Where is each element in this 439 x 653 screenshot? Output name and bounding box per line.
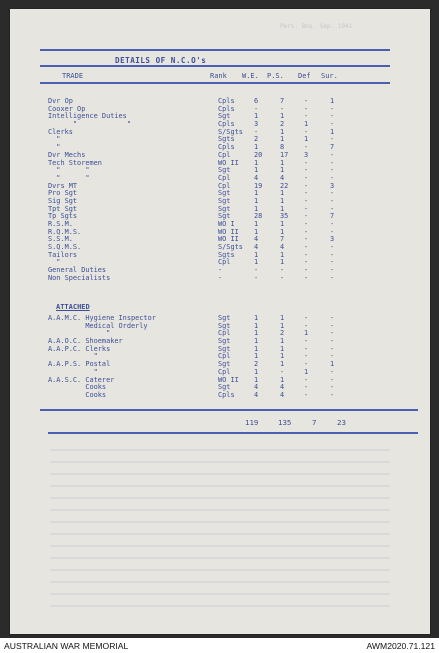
rank-cell: S/Sgts [218,243,243,252]
trade-cell: " [48,143,61,152]
sur-cell: - [330,314,335,322]
rank-cell: Cpl [218,258,231,267]
we-cell: 1 [254,143,259,152]
we-cell: 20 [254,150,263,159]
we-cell: 4 [254,390,259,399]
ps-cell: 17 [280,150,289,159]
trade-cell: Intelligence Duties [48,112,127,121]
def-cell: - [304,112,309,121]
sur-cell: 3 [330,181,335,190]
table-row [48,197,428,205]
we-cell: 19 [254,181,263,190]
trade-cell: Cooks [48,390,107,399]
sur-cell: - [330,273,335,282]
sur-cell: - [330,104,335,113]
attached-table-row [48,329,428,337]
trade-cell: " [48,258,61,267]
sur-cell: - [330,367,335,376]
def-cell: - [304,337,309,346]
trade-cell: Tpt Sgt [48,204,78,213]
sur-cell: - [330,196,335,205]
total-we: 119 [245,418,259,427]
total-sur: 23 [337,418,346,427]
def-cell: 3 [304,150,309,159]
table-row [48,105,428,113]
table-row [48,128,428,136]
table-row [48,174,428,182]
trade-cell: " " [48,173,90,182]
ps-cell: - [280,273,285,282]
attached-table-row [48,368,428,376]
table-row [48,205,428,213]
def-cell: - [304,166,309,175]
attached-table-row [48,383,428,391]
totals-bottom-rule [48,432,418,434]
rank-cell: Sgt [218,189,231,198]
def-cell: - [304,321,309,330]
rank-cell: Cpl [218,352,231,361]
we-cell: 28 [254,212,263,221]
trade-cell: Dvr Op [48,97,73,105]
footer-credit: AUSTRALIAN WAR MEMORIAL [4,641,129,651]
def-cell: - [304,390,309,399]
def-cell: - [304,273,309,282]
trade-cell: " [48,367,98,376]
def-cell: - [304,158,309,167]
def-cell: - [304,127,309,136]
total-ps: 135 [278,418,292,427]
def-cell: 1 [304,120,309,129]
def-cell: - [304,143,309,152]
trade-cell: " [48,329,111,338]
we-cell: 4 [254,383,259,392]
footer-accession-number: AWM2020.71.121 [366,641,435,651]
col-header-sur: Sur. [321,72,338,80]
we-cell: 4 [254,173,259,182]
we-cell: 1 [254,204,259,213]
total-def: 7 [312,418,317,427]
rank-cell: Sgt [218,314,231,322]
table-row [48,228,428,236]
we-cell: 1 [254,321,259,330]
we-cell: 1 [254,112,259,121]
trade-cell: " [48,135,61,144]
ps-cell: - [280,104,285,113]
rank-cell: Cpls [218,97,235,105]
trade-cell: Clerks [48,127,73,136]
ps-cell: 4 [280,390,285,399]
trade-cell: Tp Sgts [48,212,78,221]
rank-cell: WO I [218,220,235,228]
col-header-def: Def [298,72,311,80]
trade-cell: Tailors [48,250,78,259]
rank-cell: Cpl [218,173,231,182]
attached-table-row [48,345,428,353]
def-cell: - [304,173,309,182]
we-cell: - [254,266,259,275]
rank-cell: WO II [218,227,239,236]
attached-table-row [48,314,428,322]
attached-table-row [48,322,428,330]
sur-cell: - [330,266,335,275]
sur-cell: - [330,352,335,361]
we-cell: 1 [254,166,259,175]
table-row [48,212,428,220]
rank-cell: Sgt [218,360,231,369]
trade-cell: Sig Sgt [48,196,78,205]
we-cell: 4 [254,243,259,252]
rank-cell: Cpls [218,120,235,129]
sur-cell: 7 [330,143,335,152]
rank-cell: WO II [218,375,239,384]
ps-cell: 8 [280,143,285,152]
ps-cell: 1 [280,220,285,228]
ps-cell: 35 [280,212,289,221]
ps-cell: 1 [280,166,285,175]
sur-cell: - [330,243,335,252]
def-cell: - [304,344,309,353]
totals-top-rule [40,409,418,411]
sur-cell: 3 [330,235,335,244]
def-cell: - [304,97,309,105]
def-cell: 1 [304,329,309,338]
def-cell: - [304,189,309,198]
ps-cell: 4 [280,383,285,392]
ps-cell: 4 [280,243,285,252]
we-cell: - [254,104,259,113]
ps-cell: 22 [280,181,289,190]
rank-cell: Cpl [218,329,231,338]
sur-cell: 1 [330,97,335,105]
trade-cell: Non Specialists [48,273,111,282]
rank-cell: Cpl [218,367,231,376]
ps-cell: 1 [280,204,285,213]
main-table [48,97,428,282]
document-page [10,9,430,634]
table-row [48,166,428,174]
def-cell: 1 [304,135,309,144]
we-cell: 4 [254,235,259,244]
table-row [48,266,428,274]
rank-cell: Sgt [218,344,231,353]
sur-cell: - [330,258,335,267]
table-row [48,143,428,151]
trade-cell: R.S.M. [48,220,73,228]
ps-cell: 1 [280,135,285,144]
rank-cell: Sgt [218,337,231,346]
table-row [48,151,428,159]
we-cell: 1 [254,375,259,384]
we-cell: - [254,127,259,136]
def-cell: - [304,204,309,213]
sur-cell: - [330,375,335,384]
ps-cell: 1 [280,189,285,198]
trade-cell: Pro Sgt [48,189,78,198]
we-cell: 2 [254,135,259,144]
def-cell: - [304,352,309,361]
def-cell: - [304,235,309,244]
faint-header: Pers. Bns. Sep. 1941 [280,23,353,30]
sur-cell: - [330,204,335,213]
ps-cell: 7 [280,235,285,244]
sur-cell: - [330,337,335,346]
bleed-through-texture [50,449,390,609]
we-cell: 6 [254,97,259,105]
attached-table-row [48,352,428,360]
ps-cell: 1 [280,127,285,136]
ps-cell: 1 [280,360,285,369]
we-cell: 1 [254,314,259,322]
trade-cell: " " [48,120,131,129]
def-cell: - [304,243,309,252]
def-cell: - [304,266,309,275]
we-cell: 1 [254,344,259,353]
we-cell: 1 [254,158,259,167]
def-cell: - [304,258,309,267]
trade-cell: General Duties [48,266,107,275]
ps-cell: - [280,367,285,376]
trade-cell: A.A.M.C. Hygiene Inspector [48,314,156,322]
trade-cell: Dvrs MT [48,181,78,190]
table-row [48,243,428,251]
trade-cell: Cooks [48,383,107,392]
ps-cell: 1 [280,352,285,361]
attached-table-row [48,337,428,345]
table-row [48,120,428,128]
we-cell: 1 [254,337,259,346]
trade-cell: Cooxer Op [48,104,86,113]
sur-cell: - [330,344,335,353]
sur-cell: - [330,158,335,167]
we-cell: - [254,273,259,282]
sur-cell: - [330,383,335,392]
rank-cell: Cpls [218,104,235,113]
we-cell: 1 [254,196,259,205]
sur-cell: - [330,250,335,259]
document-title: DETAILS OF N.C.O's [115,56,207,65]
rank-cell: Cpl [218,181,231,190]
attached-table-row [48,376,428,384]
footer-bar [0,638,439,653]
sur-cell: - [330,150,335,159]
ps-cell: 1 [280,158,285,167]
ps-cell: 1 [280,321,285,330]
ps-cell: 1 [280,337,285,346]
we-cell: 3 [254,120,259,129]
rank-cell: Sgt [218,166,231,175]
def-cell: - [304,104,309,113]
def-cell: - [304,375,309,384]
def-cell: - [304,181,309,190]
trade-cell: A.A.O.C. Shoemaker [48,337,123,346]
table-row [48,182,428,190]
table-row [48,189,428,197]
table-row [48,97,428,105]
rank-cell: Sgts [218,250,235,259]
header-rule [40,82,390,84]
we-cell: 1 [254,227,259,236]
sur-cell: - [330,120,335,129]
col-header-ps: P.S. [267,72,284,80]
sur-cell: 1 [330,360,335,369]
attached-table [48,314,428,399]
ps-cell: 1 [280,344,285,353]
title-rule [40,65,390,67]
sur-cell: - [330,329,335,338]
rank-cell: WO II [218,235,239,244]
ps-cell: 1 [280,112,285,121]
col-header-trade: TRADE [62,72,84,80]
attached-label: ATTACHED [56,303,90,311]
sur-cell: - [330,220,335,228]
table-row [48,135,428,143]
ps-cell: 2 [280,120,285,129]
trade-cell: Tech Storemen [48,158,102,167]
we-cell: 1 [254,258,259,267]
trade-cell: Dvr Mechs [48,150,86,159]
sur-cell: 7 [330,212,335,221]
rank-cell: Sgt [218,204,231,213]
def-cell: - [304,196,309,205]
ps-cell: 1 [280,227,285,236]
we-cell: 2 [254,360,259,369]
ps-cell: 1 [280,196,285,205]
sur-cell: - [330,321,335,330]
sur-cell: - [330,189,335,198]
rank-cell: WO II [218,158,239,167]
table-row [48,112,428,120]
ps-cell: 2 [280,329,285,338]
ps-cell: 1 [280,258,285,267]
def-cell: - [304,360,309,369]
def-cell: - [304,314,309,322]
table-row [48,235,428,243]
rank-cell: Sgt [218,112,231,121]
sur-cell: - [330,227,335,236]
rank-cell: Sgt [218,212,231,221]
trade-cell: A.A.P.C. Clerks [48,344,111,353]
trade-cell: R.Q.M.S. [48,227,82,236]
we-cell: 1 [254,352,259,361]
ps-cell: 1 [280,250,285,259]
rank-cell: - [218,273,223,282]
attached-table-row [48,360,428,368]
table-row [48,251,428,259]
def-cell: - [304,383,309,392]
trade-cell: " " [48,166,90,175]
we-cell: 1 [254,189,259,198]
rank-cell: Sgt [218,321,231,330]
sur-cell: - [330,173,335,182]
attached-table-row [48,391,428,399]
sur-cell: - [330,390,335,399]
def-cell: 1 [304,367,309,376]
ps-cell: 1 [280,375,285,384]
rank-cell: Sgts [218,135,235,144]
rank-cell: Sgt [218,383,231,392]
rank-cell: Sgt [218,196,231,205]
ps-cell: 4 [280,173,285,182]
trade-cell: S.Q.M.S. [48,243,82,252]
we-cell: 1 [254,250,259,259]
col-header-rank: Rank [210,72,227,80]
trade-cell: A.A.S.C. Caterer [48,375,115,384]
trade-cell: Medical Orderly [48,321,148,330]
rank-cell: S/Sgts [218,127,243,136]
table-row [48,258,428,266]
we-cell: 1 [254,220,259,228]
sur-cell: 1 [330,127,335,136]
ps-cell: - [280,266,285,275]
table-row [48,274,428,282]
ps-cell: 1 [280,314,285,322]
trade-cell: A.A.P.S. Postal [48,360,111,369]
sur-cell: - [330,112,335,121]
def-cell: - [304,250,309,259]
trade-cell: S.S.M. [48,235,73,244]
trade-cell: " [48,352,98,361]
top-rule [40,49,390,51]
we-cell: 1 [254,367,259,376]
def-cell: - [304,227,309,236]
we-cell: 1 [254,329,259,338]
table-row [48,159,428,167]
sur-cell: - [330,166,335,175]
rank-cell: Cpls [218,143,235,152]
rank-cell: Cpl [218,150,231,159]
sur-cell: - [330,135,335,144]
rank-cell: - [218,266,223,275]
table-row [48,220,428,228]
def-cell: - [304,220,309,228]
def-cell: - [304,212,309,221]
col-header-we: W.E. [242,72,259,80]
rank-cell: Cpls [218,390,235,399]
ps-cell: 7 [280,97,285,105]
